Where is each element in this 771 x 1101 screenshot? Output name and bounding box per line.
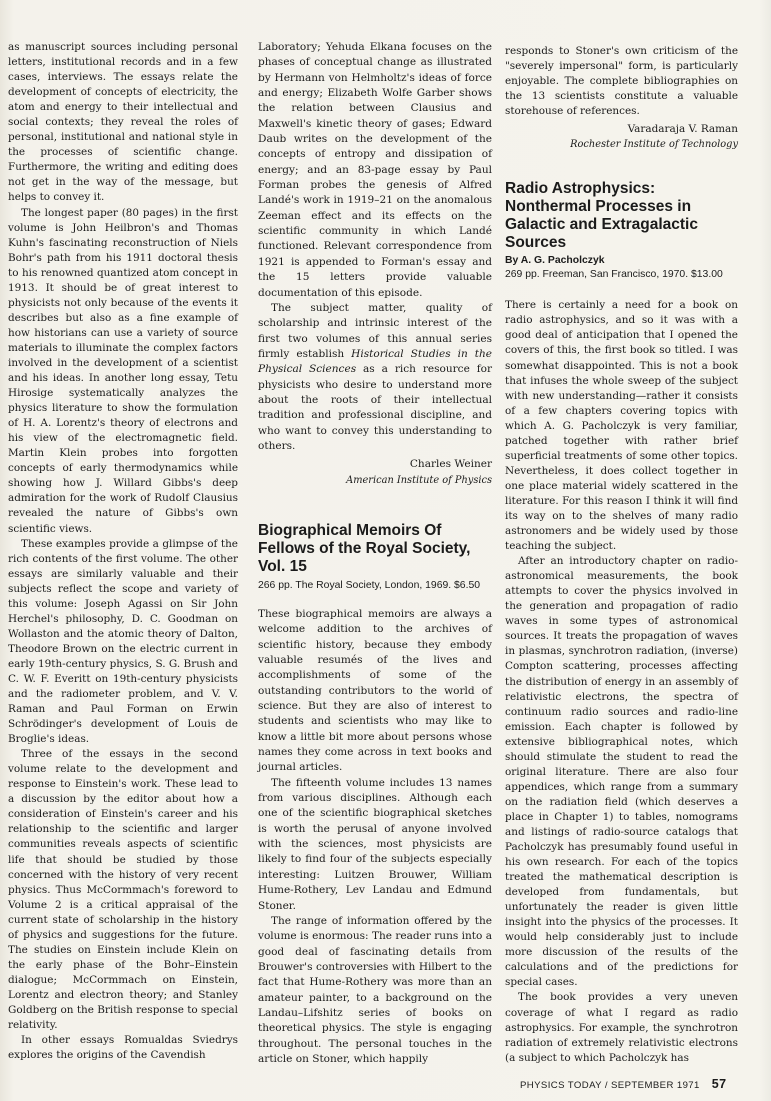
review-paragraph: In other essays Romualdas Sviedrys explores the origins of the Cavendish	[8, 1034, 238, 1062]
review-paragraph	[258, 301, 492, 454]
review-paragraph: Three of the essays in the second volume relate to the development and response to Einstein's work. These lead to a discussion by the editor about how a consideration of Einstein's career and his relationship to the scientific and larger communities reveals aspects of scientific life that should be studied by those concerned with the history of very recent physics. Thus McCormmach's foreword to Volume 2 is a critical appraisal of the current state of scholarship in the history of physics and suggestions for the future. The studies on Einstein include Klein on the early phase of the Bohr–Einstein dialogue; McCormmach on Einstein, Lorentz and electron theory; and Stanley Goldberg on the British response to special relativity.	[8, 748, 238, 1032]
review-paragraph: as manuscript sources including personal letters, institutional records and in a few cases, interviews. The essays relate the development of concepts of electricity, the atom and energy to their intellectual and social contexts; they reveal the roles of personal, institutional and national style in the processes of scientific change. Furthermore, the writing and editing does not get in the way of the message, but helps to convey it.	[8, 41, 238, 204]
paragraph-text: as a rich resource for physicists who desire to understand more about the roots of their intellectual tradition and professional discipline, and who want to convey this understanding to others.	[258, 363, 492, 452]
reviewer-name: Varadaraja V. Raman	[627, 123, 738, 136]
publication-info: 266 pp. The Royal Society, London, 1969. $6.50	[258, 579, 481, 591]
column-middle	[258, 40, 492, 1067]
reviewer-affiliation: American Institute of Physics	[346, 474, 492, 486]
column-left	[8, 40, 238, 1063]
review-paragraph: Laboratory; Yehuda Elkana focuses on the phases of conceptual change as illustrated by Hermann von Helmholtz's ideas of force and energy; Elizabeth Wolfe Garber shows the relation between Clausius and Maxwell's kinetic theory of gases; Edward Daub writes on the development of the concepts of entropy and dissipation of energy; and an 83-page essay by Paul Forman probes the genesis of Alfred Landé's work in 1919–21 on the anomalous Zeeman effect and its effects on the scientific community in which Landé functioned. Relevant correspondence from 1921 is appended to Forman's essay and the 15 letters provide valuable documentation of this episode.	[258, 41, 492, 299]
review-paragraph: responds to Stoner's own criticism of the "severely impersonal" form, is particularly enjoyable. The complete bibliographies on the 13 scientists constitute a valuable storehouse of references.	[505, 45, 738, 118]
publication-info: 269 pp. Freeman, San Francisco, 1970. $13.00	[505, 269, 723, 281]
journal-issue: PHYSICS TODAY / SEPTEMBER 1971	[520, 1080, 700, 1091]
journal-title: Historical Studies in the Physical Sciences	[258, 347, 492, 376]
review-title: Biographical Memoirs Of Fellows of the Royal Society, Vol. 15	[258, 521, 471, 575]
review-title: Radio Astrophysics: Nonthermal Processes in Galactic and Extragalactic Sources	[505, 180, 698, 252]
review-paragraph: The book provides a very uneven coverage of what I regard as radio astrophysics. For example, the synchrotron radiation of extremely relativistic electrons (a subject to which Pacholczyk has	[505, 991, 738, 1064]
review-paragraph: The longest paper (80 pages) in the first volume is John Heilbron's and Thomas Kuhn's fascinating reconstruction of Niels Bohr's path from his 1911 doctoral thesis to his renowned quantized atom concept in 1913. It should be of great interest to physicists not only because of the events it describes but also as a fine example of how historians can use a variety of source materials to illuminate the complex factors involved in the development of a scientist and his ideas. In another long essay, Tetu Hirosige systematically analyzes the physics literature to show the formulation of H. A. Lorentz's theory of electrons and his view of the electromagnetic field. Martin Klein probes into forgotten concepts of early thermodynamics while showing how J. Willard Gibbs's deep admiration for the work of Rudolf Clausius revealed the nature of Gibbs's own scientific views.	[8, 206, 238, 535]
review-paragraph: The range of information offered by the volume is enormous: The reader runs into a good deal of fascinating details from Brouwer's controversies with Hilbert to the fact that Hume-Rothery was more than an amateur painter, to a background on the Landau–Lifshitz series of books on theoretical physics. The style is engaging throughout. The personal touches in the article on Stoner, which happily	[258, 914, 492, 1065]
page-footer	[520, 1077, 740, 1091]
reviewer-name: Charles Weiner	[409, 458, 492, 471]
paragraph-text: The subject matter, quality of scholarship and intrinsic interest of the first two volumes of this annual series firmly establish	[258, 301, 492, 360]
author-byline: By A. G. Pacholczyk	[505, 255, 605, 267]
page-number: 57	[711, 1077, 727, 1091]
review-paragraph: The fifteenth volume includes 13 names from various disciplines. Although each one of the scientific biographical sketches is worth the perusal of anyone involved with the sciences, most physicists are likely to find four of the subjects especially interesting: Luitzen Brouwer, William Hume-Rothery, Lev Landau and Edmund Stoner.	[258, 776, 492, 912]
review-paragraph: These biographical memoirs are always a welcome addition to the archives of scientific history, because they embody valuable resumés of the lives and accomplishments of some of the outstanding contributors to the world of science. But they are also of interest to students and scientists who may like to know a little bit more about persons whose names they come across in text books and journal articles.	[258, 607, 492, 774]
reviewer-affiliation: Rochester Institute of Technology	[570, 139, 738, 151]
review-paragraph: After an introductory chapter on radio-astronomical measurements, the book attempts to cover the physics involved in the generation and propagation of radio waves in some types of astronomical sources. It treats the propagation of waves in plasmas, synchrotron radiation, (inverse) Compton scattering, processes affecting the distribution of energy in an assembly of relativistic electrons, the spectra of continuum radio sources and radio-line emission. Each chapter is followed by extensive bibliographical notes, which should stimulate the student to read the original literature. There are also four appendices, which range from a summary on the radiation field (which deserves a place in Chapter 1) to tables, nomograms and listings of radio-source catalogs that Pacholczyk has presumably found useful in his own research. For each of the topics treated the mathematical description is developed from fundamentals, but unfortunately the reader is given little insight into the physics of the processes. It would help considerably just to include more discussion of the results of the calculations and of the predictions for special cases.	[505, 555, 738, 989]
column-right	[505, 44, 738, 1066]
review-paragraph: There is certainly a need for a book on radio astrophysics, and so it was with a good deal of anticipation that I opened the covers of this, the first book so titled. I was somewhat disappointed. This is not a book that infuses the whole sweep of the subject with new understanding—rather it consists of a few chapters covering topics with which A. G. Pacholczyk is very familiar, patched together with rather brief superficial treatments of some other topics. Nevertheless, it does collect together in one place material widely scattered in the literature. For this reason I think it will find its way on to the shelves of many radio astronomers and be widely used by those teaching the subject.	[505, 299, 738, 553]
review-paragraph: These examples provide a glimpse of the rich contents of the first volume. The other essays are similarly valuable and their subjects reflect the scope and variety of this volume: Joseph Agassi on Sir John Herchel's philosophy, D. C. Goodman on Wollaston and the atomic theory of Dalton, Theodore Brown on the electric current in early 19th-century physics, S. G. Brush and C. W. F. Everitt on 19th-century physicists and the radiometer problem, and V. V. Raman and Paul Forman on Erwin Schrödinger's development of Louis de Broglie's ideas.	[8, 537, 238, 746]
